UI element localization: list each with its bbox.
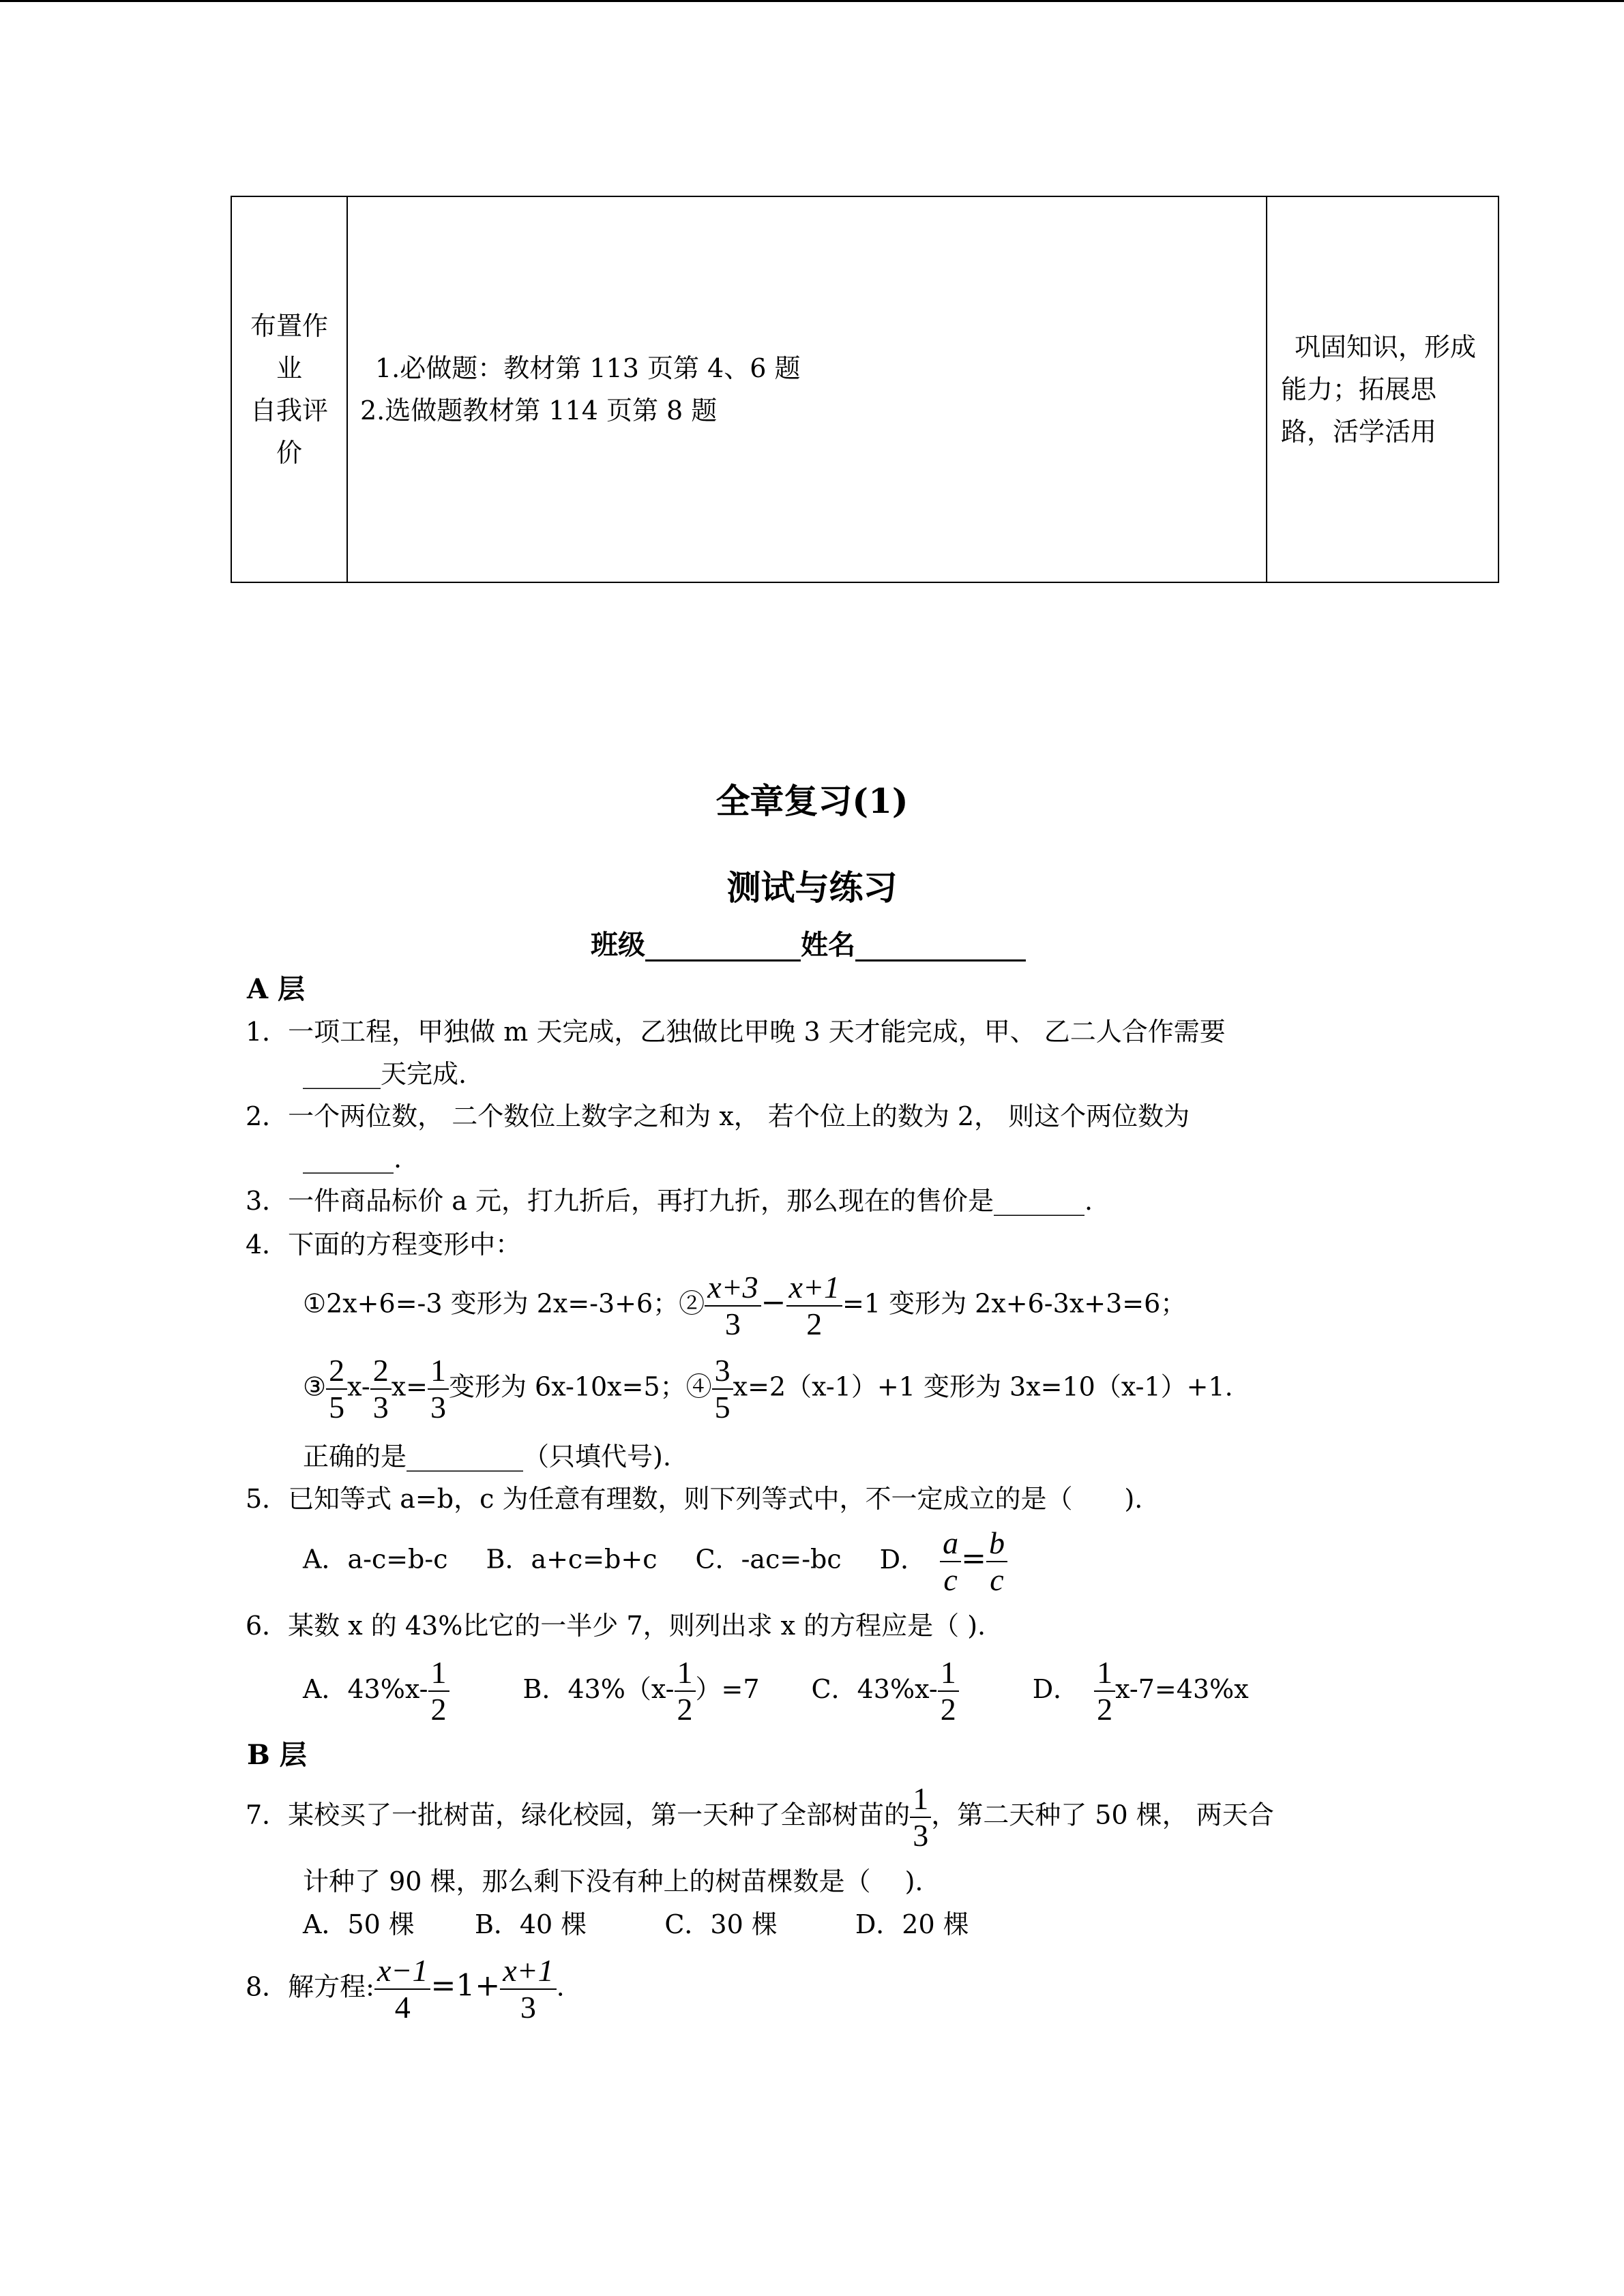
- fraction: $\frac{1}{2}$: [938, 1655, 959, 1727]
- homework-purpose-cell: 巩固知识，形成 能力；拓展思 路，活学活用: [1267, 196, 1498, 582]
- fraction: $\frac{x+3}{3}$: [705, 1270, 761, 1342]
- option-b[interactable]: B．43%（x- $\frac{1}{2}$ ）=7: [522, 1655, 760, 1727]
- fraction: $\frac{1}{3}$: [910, 1781, 931, 1853]
- option-d[interactable]: D． $\frac{1}{2}$ x-7=43%x: [1032, 1655, 1249, 1727]
- fraction: $\frac{2}{3}$: [370, 1353, 392, 1425]
- question-8: 8．解方程: $\frac{x-1}{4}$ =1+ $\frac{x+1}{3}$ .: [246, 1953, 565, 2025]
- question-2: 2．一个两位数， 二个数位上数字之和为 x， 若个位上的数为 2， 则这个两位数为: [246, 1101, 1190, 1131]
- question-5-options: [303, 1525, 1007, 1598]
- question-3: 3．一件商品标价 a 元，打九折后，再打九折，那么现在的售价是_______.: [246, 1186, 1093, 1216]
- question-4-line-2: ③ $\frac{2}{5}$ x- $\frac{2}{3}$ x= $\frac{1}{3}$ 变形为 6x-10x=5；④ $\frac{3}{5}$ x=2（x-1）+1 变形为 3x=10（x-1）+1.: [303, 1353, 1233, 1425]
- fraction: $\frac{1}{2}$: [1094, 1655, 1115, 1727]
- fraction: $\frac{1}{3}$: [428, 1353, 449, 1425]
- question-4-answer: 正确的是_________（只填代号).: [303, 1442, 671, 1472]
- option-a[interactable]: A．a-c=b-c: [303, 1544, 448, 1575]
- option-d[interactable]: D． $\frac{a}{c}$ = $\frac{b}{c}$: [880, 1545, 1007, 1575]
- class-name-line: 班级 姓名: [591, 929, 1026, 961]
- question-2-cont: _______.: [303, 1144, 402, 1174]
- option-c[interactable]: C．-ac=-bc: [695, 1544, 842, 1575]
- question-7: 7．某校买了一批树苗，绿化校园，第一天种了全部树苗的 $\frac{1}{3}$ ，第二天种了 50 棵， 两天合: [246, 1781, 1274, 1853]
- question-5: 5．已知等式 a=b，c 为任意有理数，则下列等式中，不一定成立的是（ ).: [246, 1484, 1143, 1514]
- fraction: $\frac{1}{2}$: [428, 1655, 449, 1727]
- fraction: $\frac{3}{5}$: [712, 1353, 733, 1425]
- question-6: 6．某数 x 的 43%比它的一半少 7，则列出求 x 的方程应是（ ).: [246, 1611, 986, 1641]
- optional-homework: 2.选做题教材第 114 页第 8 题: [360, 396, 718, 426]
- question-4-line-1: ①2x+6=-3 变形为 2x=-3+6；② $\frac{x+3}{3}$ − $\frac{x+1}{2}$ =1 变形为 2x+6-3x+3=6；: [303, 1270, 1187, 1341]
- name-blank[interactable]: [855, 932, 1026, 961]
- question-4: 4．下面的方程变形中：: [246, 1229, 522, 1259]
- homework-table: [231, 196, 1499, 583]
- question-1-cont: ______天完成.: [303, 1059, 467, 1089]
- homework-content-cell: [347, 196, 1267, 582]
- fraction: $\frac{x+1}{2}$: [786, 1270, 842, 1342]
- fraction: $\frac{x-1}{4}$: [374, 1953, 430, 2025]
- option-a[interactable]: A．43%x- $\frac{1}{2}$: [303, 1674, 449, 1704]
- homework-label-cell: 布置作 业 自我评 价: [231, 196, 347, 582]
- option-c[interactable]: C．43%x- $\frac{1}{2}$: [812, 1674, 959, 1704]
- fraction: $\frac{a}{c}$: [940, 1525, 961, 1598]
- question-7-options: A．50 棵 B．40 棵 C．30 棵 D．20 棵: [303, 1909, 969, 1939]
- option-b[interactable]: B．a+c=b+c: [486, 1544, 658, 1575]
- required-homework: 1.必做题：教材第 113 页第 4、6 题: [375, 353, 801, 383]
- fraction: $\frac{b}{c}$: [986, 1525, 1007, 1598]
- level-a-heading: A 层: [247, 973, 305, 1005]
- fraction: $\frac{1}{2}$: [675, 1655, 696, 1727]
- page-subtitle: 测试与练习: [726, 867, 898, 908]
- page-top-border: [0, 0, 1624, 2]
- question-6-options: [303, 1655, 1249, 1727]
- page-title: 全章复习(1): [715, 781, 909, 821]
- fraction: $\frac{2}{5}$: [326, 1353, 347, 1425]
- question-1: 1．一项工程，甲独做 m 天完成，乙独做比甲晚 3 天才能完成，甲、 乙二人合作需要: [246, 1017, 1226, 1047]
- fraction: $\frac{x+1}{3}$: [500, 1953, 556, 2025]
- question-7-cont: 计种了 90 棵，那么剩下没有种上的树苗棵数是（ ).: [303, 1866, 924, 1896]
- level-b-heading: B 层: [247, 1739, 307, 1771]
- class-blank[interactable]: [645, 932, 801, 961]
